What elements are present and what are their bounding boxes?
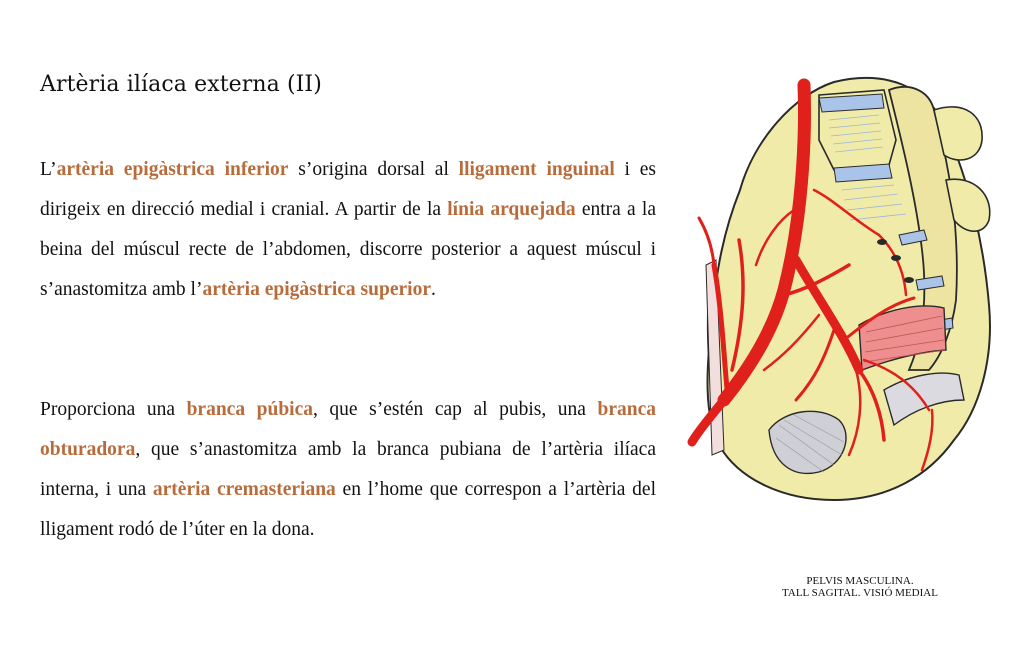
text-run: L’ bbox=[40, 159, 57, 180]
figure-caption bbox=[740, 575, 980, 599]
text-run: en l’home que correspon a l’artèria del lligament rodó de l’úter en la dona. bbox=[40, 479, 657, 540]
text-run: . bbox=[430, 279, 436, 300]
vessel bbox=[699, 218, 714, 265]
term-arcuate-line: línia arquejada bbox=[447, 199, 576, 220]
pelvis-sagittal-illustration bbox=[684, 70, 1000, 570]
text-run: , que s’anastomitza amb la branca pubiana de l’artèria ilíaca interna, i una bbox=[40, 439, 656, 500]
term-inferior-epigastric-artery: artèria epigàstrica inferior bbox=[56, 159, 289, 180]
text-run: Proporciona una bbox=[40, 399, 187, 420]
text-run: , que s’estén cap al pubis, una bbox=[313, 399, 598, 420]
text-run: i es dirigeix en direcció medial i cranial. A partir de la bbox=[40, 159, 656, 220]
term-superior-epigastric-artery: artèria epigàstrica superior bbox=[202, 279, 431, 300]
term-pubic-branch: branca púbica bbox=[186, 399, 313, 420]
term-inguinal-ligament: lligament inguinal bbox=[458, 159, 615, 180]
paragraph-branches bbox=[40, 390, 656, 550]
term-cremasteric-artery: artèria cremasteriana bbox=[152, 479, 336, 500]
paragraph-epigastric-origin bbox=[40, 150, 656, 310]
slide-title: Artèria ilíaca externa (II) bbox=[40, 72, 322, 97]
caption-line-1: PELVIS MASCULINA. bbox=[806, 575, 914, 587]
text-run: entra a la beina del múscul recte de l’abdomen, discorre posterior a aquest múscul i s’anastomitza amb l’ bbox=[40, 199, 657, 300]
caption-line-2: TALL SAGITAL. VISIÓ MEDIAL bbox=[782, 587, 938, 599]
term-obturator-branch: branca obturadora bbox=[40, 399, 656, 460]
text-run: s’origina dorsal al bbox=[288, 159, 459, 180]
